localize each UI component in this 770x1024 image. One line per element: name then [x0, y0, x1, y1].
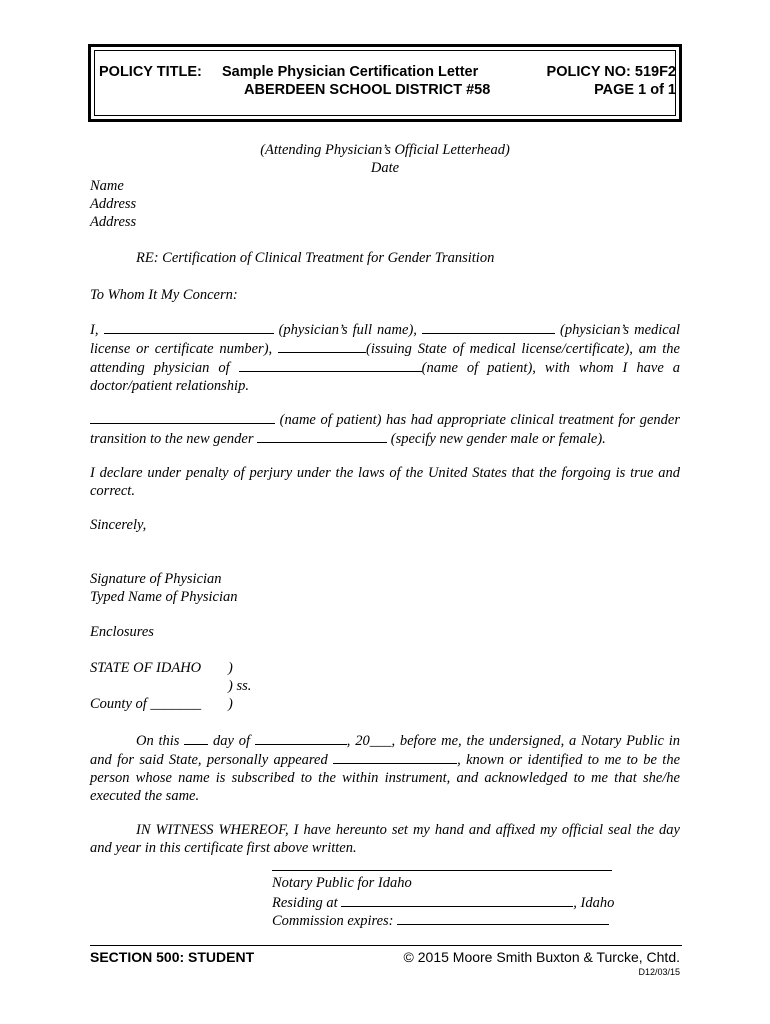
para2-text-1: (name of patient) has had appropriate clinical treatment for gender transition to the new gender — [90, 412, 681, 447]
patient-name-blank-2 — [90, 410, 275, 424]
date-placeholder: Date — [370, 160, 400, 176]
signature-of-physician: Signature of Physician — [90, 571, 222, 587]
declaration-paragraph: I declare under penalty of perjury under the laws of the United States that the forgoing is true and correct. — [90, 465, 680, 499]
patient-name-blank — [239, 358, 422, 372]
para1-text-5: (name of patient), with whom I have a doctor/patient relationship. — [90, 360, 681, 394]
residing-at-label: Residing at — [272, 895, 338, 911]
treatment-paragraph — [90, 410, 680, 448]
policy-title-label: POLICY TITLE: — [99, 64, 202, 80]
policy-number: POLICY NO: 519F2 — [546, 64, 676, 80]
para2-text-2: (specify new gender male or female). — [390, 431, 606, 447]
physician-name-blank — [104, 320, 274, 334]
license-number-blank — [422, 320, 555, 334]
month-blank — [255, 731, 347, 745]
venue-state: STATE OF IDAHO — [90, 660, 202, 676]
issuing-state-blank — [278, 339, 366, 353]
commission-row — [272, 911, 609, 930]
certification-paragraph — [90, 320, 680, 395]
footer-rule — [90, 945, 682, 946]
witness-paragraph: IN WITNESS WHEREOF, I have hereunto set my hand and affixed my official seal the day and year in this certificate first above written. — [90, 822, 680, 856]
page-number: PAGE 1 of 1 — [594, 82, 676, 98]
notary-paragraph — [90, 731, 680, 805]
enclosures: Enclosures — [90, 624, 154, 640]
para1-text-3: (physician’s medical license or certificate number), — [90, 322, 681, 357]
re-line: RE: Certification of Clinical Treatment for Gender Transition — [136, 250, 495, 266]
closing: Sincerely, — [90, 517, 147, 533]
notary-text-4: , known or identified to me to be the person whose name is subscribed to the within instrument, and acknowledged to me that she/he executed the same. — [90, 752, 680, 804]
footer-section: SECTION 500: STUDENT — [90, 949, 255, 965]
salutation: To Whom It My Concern: — [90, 287, 238, 303]
typed-name-of-physician: Typed Name of Physician — [90, 589, 238, 605]
footer-copyright: © 2015 Moore Smith Buxton & Turcke, Chtd. — [403, 949, 680, 965]
notary-text-1: On this — [136, 733, 180, 749]
appeared-name-blank — [333, 750, 457, 764]
venue-county: County of _______ — [90, 696, 202, 712]
venue-ss: ) ss. — [228, 678, 252, 694]
notary-public-label: Notary Public for Idaho — [272, 875, 412, 891]
footer-code: D12/03/15 — [638, 967, 680, 977]
recipient-address-1: Address — [90, 196, 137, 212]
para1-text-4: (issuing State of medical license/certificate), am the attending physician of — [90, 341, 680, 376]
policy-title: Sample Physician Certification Letter — [222, 64, 479, 80]
notary-signature-line — [272, 870, 612, 871]
notary-text-3: , 20___, before me, the undersigned, a Notary Public in and for said State, personally appeared — [90, 733, 681, 768]
letterhead-placeholder: (Attending Physician’s Official Letterhead) — [260, 142, 510, 158]
commission-expires-label: Commission expires: — [272, 913, 394, 929]
venue-paren-1: ) — [228, 660, 233, 676]
venue-paren-3: ) — [228, 696, 233, 712]
notary-text-2: day of — [213, 733, 251, 749]
para1-text-1: I, — [90, 322, 99, 338]
residing-at-row — [272, 893, 614, 912]
day-blank — [184, 731, 208, 745]
district-name: ABERDEEN SCHOOL DISTRICT #58 — [244, 82, 491, 98]
idaho-label: , Idaho — [573, 895, 615, 911]
new-gender-blank — [257, 429, 387, 443]
residing-at-blank — [341, 893, 573, 907]
recipient-address-2: Address — [90, 214, 137, 230]
para1-text-2: (physician’s full name), — [278, 322, 417, 338]
recipient-name: Name — [90, 178, 124, 194]
commission-expires-blank — [397, 911, 609, 925]
